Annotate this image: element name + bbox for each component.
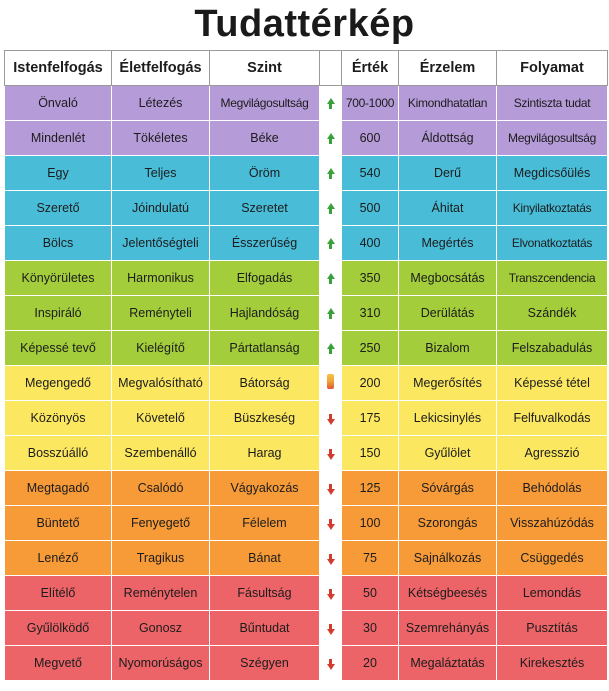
page-title: Tudattérkép bbox=[194, 2, 415, 45]
cell-value: 100 bbox=[342, 506, 399, 541]
down-arrow-icon bbox=[329, 624, 332, 629]
cell-process: Szándék bbox=[497, 296, 608, 331]
cell-value: 20 bbox=[342, 646, 399, 681]
cell-level: Bűntudat bbox=[210, 611, 320, 646]
cell-emotion: Kimondhatatlan bbox=[399, 86, 497, 121]
cell-life-view: Csalódó bbox=[112, 471, 210, 506]
cell-god-view: Képessé tevő bbox=[5, 331, 112, 366]
header-god-view: Istenfelfogás bbox=[5, 51, 112, 86]
cell-process: Megvilágosultság bbox=[497, 121, 608, 156]
cell-life-view: Követelő bbox=[112, 401, 210, 436]
cell-value: 75 bbox=[342, 541, 399, 576]
cell-level: Öröm bbox=[210, 156, 320, 191]
cell-life-view: Reményteli bbox=[112, 296, 210, 331]
table-row bbox=[5, 506, 608, 541]
down-arrow-icon bbox=[329, 554, 332, 559]
cell-process: Kinyilatkoztatás bbox=[497, 191, 608, 226]
cell-life-view: Tragikus bbox=[112, 541, 210, 576]
cell-god-view: Mindenlét bbox=[5, 121, 112, 156]
cell-level: Fásultság bbox=[210, 576, 320, 611]
down-arrow-icon bbox=[329, 484, 332, 489]
cell-life-view: Teljes bbox=[112, 156, 210, 191]
cell-process: Behódolás bbox=[497, 471, 608, 506]
cell-level: Béke bbox=[210, 121, 320, 156]
down-arrow-icon bbox=[329, 589, 332, 594]
cell-direction bbox=[320, 261, 342, 296]
cell-god-view: Bosszúálló bbox=[5, 436, 112, 471]
table-row bbox=[5, 156, 608, 191]
cell-direction bbox=[320, 471, 342, 506]
cell-life-view: Jóindulatú bbox=[112, 191, 210, 226]
cell-god-view: Lenéző bbox=[5, 541, 112, 576]
cell-level: Bánat bbox=[210, 541, 320, 576]
up-arrow-icon bbox=[327, 168, 335, 174]
table-row bbox=[5, 191, 608, 226]
cell-level: Szégyen bbox=[210, 646, 320, 681]
cell-level: Büszkeség bbox=[210, 401, 320, 436]
cell-god-view: Bölcs bbox=[5, 226, 112, 261]
table-row bbox=[5, 576, 608, 611]
cell-direction bbox=[320, 401, 342, 436]
cell-level: Vágyakozás bbox=[210, 471, 320, 506]
cell-emotion: Szemrehányás bbox=[399, 611, 497, 646]
cell-value: 30 bbox=[342, 611, 399, 646]
cell-level: Szeretet bbox=[210, 191, 320, 226]
table-row bbox=[5, 226, 608, 261]
cell-god-view: Büntető bbox=[5, 506, 112, 541]
cell-emotion: Gyűlölet bbox=[399, 436, 497, 471]
cell-emotion: Áhitat bbox=[399, 191, 497, 226]
cell-process: Felfuvalkodás bbox=[497, 401, 608, 436]
cell-value: 700-1000 bbox=[342, 86, 399, 121]
cell-direction bbox=[320, 226, 342, 261]
down-arrow-icon bbox=[329, 414, 332, 419]
cell-direction bbox=[320, 366, 342, 401]
consciousness-map-table bbox=[4, 50, 608, 681]
cell-emotion: Áldottság bbox=[399, 121, 497, 156]
table-row bbox=[5, 366, 608, 401]
cell-god-view: Önvaló bbox=[5, 86, 112, 121]
cell-emotion: Megerősítés bbox=[399, 366, 497, 401]
header-process: Folyamat bbox=[497, 51, 608, 86]
table-row bbox=[5, 541, 608, 576]
cell-value: 310 bbox=[342, 296, 399, 331]
cell-life-view: Kielégítő bbox=[112, 331, 210, 366]
cell-process: Képessé tétel bbox=[497, 366, 608, 401]
cell-process: Megdicsőülés bbox=[497, 156, 608, 191]
up-arrow-icon bbox=[327, 133, 335, 139]
table-row bbox=[5, 436, 608, 471]
cell-life-view: Harmonikus bbox=[112, 261, 210, 296]
cell-emotion: Kétségbeesés bbox=[399, 576, 497, 611]
cell-value: 500 bbox=[342, 191, 399, 226]
cell-direction bbox=[320, 646, 342, 681]
cell-value: 50 bbox=[342, 576, 399, 611]
table-row bbox=[5, 296, 608, 331]
cell-life-view: Fenyegető bbox=[112, 506, 210, 541]
table-row bbox=[5, 121, 608, 156]
header-level: Szint bbox=[210, 51, 320, 86]
cell-life-view: Jelentőségteli bbox=[112, 226, 210, 261]
cell-direction bbox=[320, 296, 342, 331]
cell-life-view: Nyomorúságos bbox=[112, 646, 210, 681]
cell-life-view: Megvalósítható bbox=[112, 366, 210, 401]
cell-process: Csüggedés bbox=[497, 541, 608, 576]
cell-level: Megvilágosultság bbox=[210, 86, 320, 121]
cell-direction bbox=[320, 436, 342, 471]
cell-emotion: Megértés bbox=[399, 226, 497, 261]
cell-process: Elvonatkoztatás bbox=[497, 226, 608, 261]
cell-emotion: Sajnálkozás bbox=[399, 541, 497, 576]
cell-god-view: Egy bbox=[5, 156, 112, 191]
cell-god-view: Szerető bbox=[5, 191, 112, 226]
cell-value: 600 bbox=[342, 121, 399, 156]
cell-level: Félelem bbox=[210, 506, 320, 541]
cell-process: Lemondás bbox=[497, 576, 608, 611]
cell-emotion: Lekicsinylés bbox=[399, 401, 497, 436]
cell-direction bbox=[320, 121, 342, 156]
cell-direction bbox=[320, 541, 342, 576]
cell-level: Elfogadás bbox=[210, 261, 320, 296]
cell-god-view: Megtagadó bbox=[5, 471, 112, 506]
up-arrow-icon bbox=[327, 203, 335, 209]
cell-god-view: Inspiráló bbox=[5, 296, 112, 331]
cell-value: 400 bbox=[342, 226, 399, 261]
table-header-row bbox=[5, 51, 608, 86]
table-row bbox=[5, 611, 608, 646]
cell-life-view: Tökéletes bbox=[112, 121, 210, 156]
cell-value: 125 bbox=[342, 471, 399, 506]
cell-process: Agresszió bbox=[497, 436, 608, 471]
cell-value: 200 bbox=[342, 366, 399, 401]
cell-direction bbox=[320, 576, 342, 611]
cell-process: Kirekesztés bbox=[497, 646, 608, 681]
up-arrow-icon bbox=[327, 308, 335, 314]
header-life-view: Életfelfogás bbox=[112, 51, 210, 86]
cell-direction bbox=[320, 611, 342, 646]
cell-value: 150 bbox=[342, 436, 399, 471]
cell-direction bbox=[320, 156, 342, 191]
up-arrow-icon bbox=[327, 238, 335, 244]
cell-emotion: Sóvárgás bbox=[399, 471, 497, 506]
cell-level: Pártatlanság bbox=[210, 331, 320, 366]
cell-emotion: Bizalom bbox=[399, 331, 497, 366]
header-direction bbox=[320, 51, 342, 86]
cell-process: Szintiszta tudat bbox=[497, 86, 608, 121]
cell-god-view: Közönyös bbox=[5, 401, 112, 436]
cell-emotion: Derű bbox=[399, 156, 497, 191]
cell-life-view: Reménytelen bbox=[112, 576, 210, 611]
cell-process: Transzcendencia bbox=[497, 261, 608, 296]
table-row bbox=[5, 331, 608, 366]
up-arrow-icon bbox=[327, 343, 335, 349]
table-row bbox=[5, 471, 608, 506]
balance-icon bbox=[327, 374, 334, 389]
cell-god-view: Elítélő bbox=[5, 576, 112, 611]
cell-direction bbox=[320, 331, 342, 366]
cell-value: 250 bbox=[342, 331, 399, 366]
cell-direction bbox=[320, 86, 342, 121]
table-row bbox=[5, 261, 608, 296]
cell-god-view: Megvető bbox=[5, 646, 112, 681]
cell-level: Harag bbox=[210, 436, 320, 471]
cell-emotion: Derülátás bbox=[399, 296, 497, 331]
cell-life-view: Gonosz bbox=[112, 611, 210, 646]
header-emotion: Érzelem bbox=[399, 51, 497, 86]
table-row bbox=[5, 86, 608, 121]
cell-level: Bátorság bbox=[210, 366, 320, 401]
cell-god-view: Gyűlölködő bbox=[5, 611, 112, 646]
up-arrow-icon bbox=[327, 273, 335, 279]
cell-value: 540 bbox=[342, 156, 399, 191]
table-row bbox=[5, 646, 608, 681]
cell-process: Pusztítás bbox=[497, 611, 608, 646]
down-arrow-icon bbox=[329, 659, 332, 664]
cell-direction bbox=[320, 506, 342, 541]
cell-value: 175 bbox=[342, 401, 399, 436]
cell-value: 350 bbox=[342, 261, 399, 296]
down-arrow-icon bbox=[329, 449, 332, 454]
cell-process: Felszabadulás bbox=[497, 331, 608, 366]
cell-emotion: Megbocsátás bbox=[399, 261, 497, 296]
cell-life-view: Szembenálló bbox=[112, 436, 210, 471]
cell-god-view: Könyörületes bbox=[5, 261, 112, 296]
cell-god-view: Megengedő bbox=[5, 366, 112, 401]
cell-emotion: Megaláztatás bbox=[399, 646, 497, 681]
cell-direction bbox=[320, 191, 342, 226]
up-arrow-icon bbox=[327, 98, 335, 104]
cell-emotion: Szorongás bbox=[399, 506, 497, 541]
cell-level: Ésszerűség bbox=[210, 226, 320, 261]
down-arrow-icon bbox=[329, 519, 332, 524]
cell-process: Visszahúzódás bbox=[497, 506, 608, 541]
cell-life-view: Létezés bbox=[112, 86, 210, 121]
table-row bbox=[5, 401, 608, 436]
cell-level: Hajlandóság bbox=[210, 296, 320, 331]
header-value: Érték bbox=[342, 51, 399, 86]
